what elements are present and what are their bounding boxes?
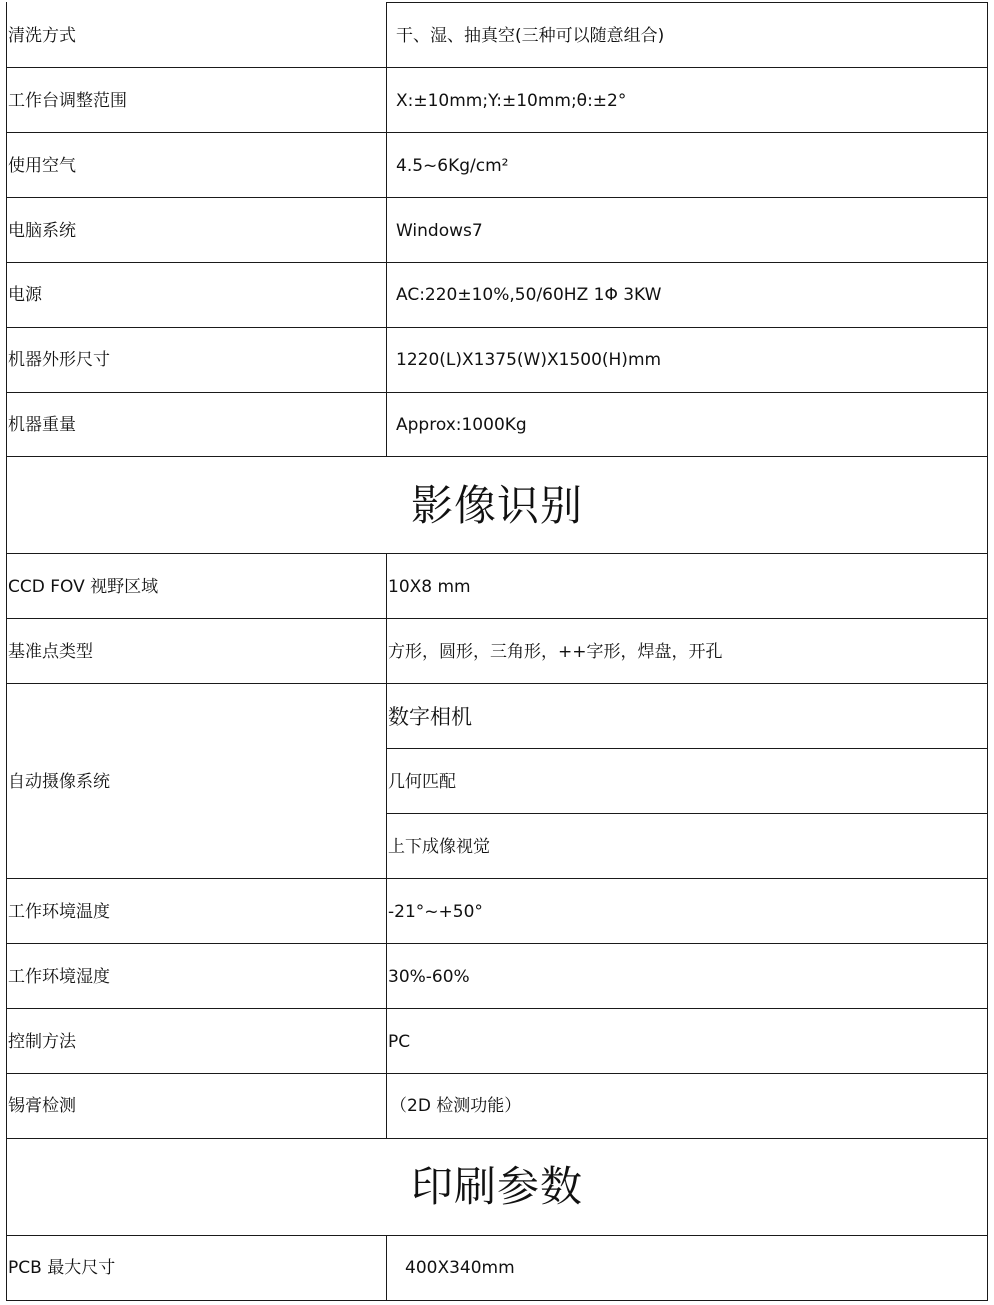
rule-top-partial [386, 2, 988, 3]
column-divider [386, 1235, 387, 1301]
row-label-humidity: 工作环境湿度 [8, 967, 110, 987]
outer-right-rule [987, 2, 988, 1301]
rule [6, 618, 988, 619]
rule [6, 1300, 988, 1301]
camera-item-geometric-matching: 几何匹配 [388, 772, 456, 792]
rule [6, 132, 988, 133]
row-value-table-range: X:±10mm;Y:±10mm;θ:±2° [396, 91, 627, 111]
rule [6, 327, 988, 328]
rule [6, 1235, 988, 1236]
rule [6, 392, 988, 393]
row-value-air: 4.5~6Kg/cm² [396, 156, 509, 176]
row-value-dimensions: 1220(L)X1375(W)X1500(H)mm [396, 350, 662, 370]
row-value-ccd-fov: 10X8 mm [388, 577, 471, 597]
row-label-dimensions: 机器外形尺寸 [8, 350, 110, 370]
rule [6, 878, 988, 879]
row-label-camera-system: 自动摄像系统 [8, 772, 110, 792]
rule [6, 262, 988, 263]
rule [6, 683, 988, 684]
camera-item-up-down-vision: 上下成像视觉 [388, 837, 490, 857]
rule [6, 1073, 988, 1074]
rule-sub [386, 813, 988, 814]
row-label-control-method: 控制方法 [8, 1032, 76, 1052]
row-label-air: 使用空气 [8, 156, 76, 176]
rule [6, 197, 988, 198]
rule-sub [386, 748, 988, 749]
rule [6, 1008, 988, 1009]
row-value-control-method: PC [388, 1032, 411, 1052]
row-label-temperature: 工作环境温度 [8, 902, 110, 922]
row-value-cleaning-method: 干、湿、抽真空(三种可以随意组合) [396, 26, 665, 46]
rule [6, 456, 988, 457]
row-value-temperature: -21°~+50° [388, 902, 483, 922]
row-label-pcb-max-size: PCB 最大尺寸 [8, 1258, 116, 1278]
outer-left-rule [6, 2, 7, 1301]
camera-item-digital-camera: 数字相机 [388, 705, 472, 729]
row-value-power: AC:220±10%,50/60HZ 1Φ 3KW [396, 285, 662, 305]
row-value-weight: Approx:1000Kg [396, 415, 527, 435]
rule [6, 67, 988, 68]
row-label-weight: 机器重量 [8, 415, 76, 435]
row-label-power: 电源 [8, 285, 42, 305]
row-value-computer-system: Windows7 [396, 221, 483, 241]
column-divider [386, 2, 387, 457]
row-value-fiducial-type: 方形，圆形，三角形，++字形，焊盘，开孔 [388, 642, 723, 662]
row-value-solder-paste-inspection: （2D 检测功能） [390, 1096, 522, 1116]
rule [6, 553, 988, 554]
row-label-solder-paste-inspection: 锡膏检测 [8, 1096, 76, 1116]
row-label-ccd-fov: CCD FOV 视野区域 [8, 577, 159, 597]
section-title-print: 印刷参数 [410, 1162, 583, 1211]
row-label-fiducial-type: 基准点类型 [8, 642, 93, 662]
row-label-table-range: 工作台调整范围 [8, 91, 127, 111]
row-label-computer-system: 电脑系统 [8, 221, 76, 241]
row-value-humidity: 30%-60% [388, 967, 470, 987]
rule [6, 1138, 988, 1139]
section-title-vision: 影像识别 [410, 481, 583, 530]
column-divider [386, 553, 387, 1139]
row-value-pcb-max-size: 400X340mm [405, 1258, 515, 1278]
row-label-cleaning-method: 清洗方式 [8, 26, 76, 46]
rule [6, 943, 988, 944]
